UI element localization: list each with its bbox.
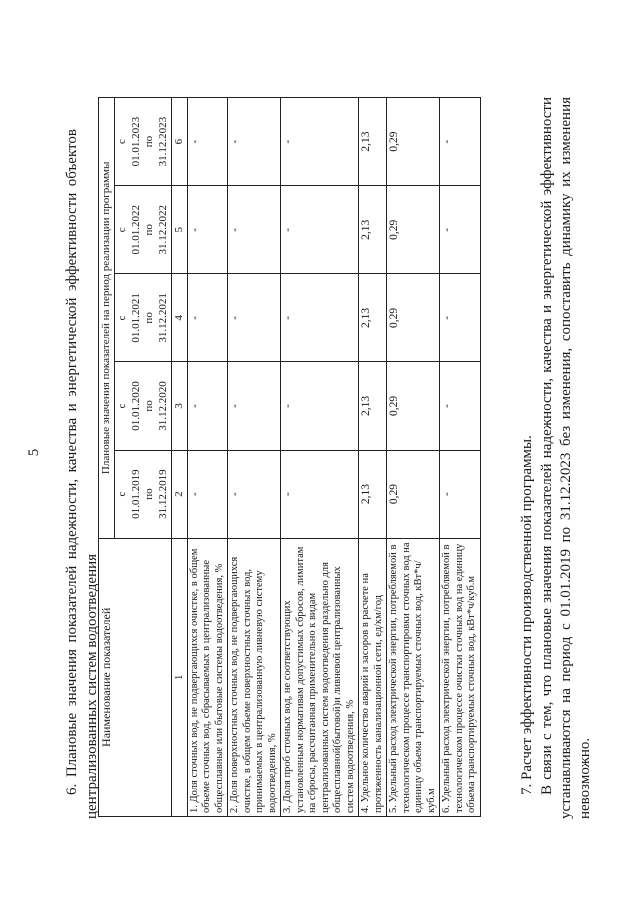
section-7: [518, 97, 595, 819]
indicator-value: -: [187, 362, 228, 450]
indicator-value: -: [440, 450, 481, 538]
table-row: [187, 98, 228, 817]
indicator-value: 2,13: [359, 186, 387, 274]
column-number: 5: [172, 186, 188, 274]
indicator-name: 4. Удельное количество аварий и засоров в расчете на протяженность канализационной сети, ед/км/год: [359, 538, 387, 816]
table-row: [359, 98, 387, 817]
section-6-heading-line-2: централизованных систем водоотведения: [84, 553, 100, 819]
indicator-value: -: [440, 98, 481, 186]
period-header: с 01.01.2022 по 31.12.2022: [115, 186, 172, 274]
table-row: [440, 98, 481, 817]
indicator-value: -: [281, 274, 359, 362]
column-number: 1: [172, 538, 188, 816]
indicator-name: 3. Доля проб сточных вод, не соответствующих установленным нормативам допустимых сбросов, лимитам на сбросы, рассчитанная применительно к видам централизованных систем водоотведения раздельно для общесплавной(бытовой)и ливневой централизованных систем водоотведения, %: [281, 538, 359, 816]
indicator-value: -: [281, 450, 359, 538]
indicator-value: 0,29: [387, 186, 440, 274]
indicator-value: 0,29: [387, 362, 440, 450]
indicator-value: -: [228, 186, 281, 274]
section-7-title: 7. Расчет эффективности производственной программы.: [519, 435, 535, 795]
page-number: 5: [26, 448, 42, 457]
indicator-value: -: [281, 362, 359, 450]
table-row: [228, 98, 281, 817]
indicator-name: 2. Доля поверхностных сточных вод, не подвергающихся очистке, в общем объеме поверхностных сточных вод, принимаемых в централизованную ливневую систему водоотведения, %: [228, 538, 281, 816]
table-row: [281, 98, 359, 817]
indicator-name: 6. Удельный расход электрической энергии, потребляемой в технологическом процессе очистки сточных вод на единицу объема транспортируемых сточных вод, кВт*ч/куб.м: [440, 538, 481, 816]
indicator-value: -: [187, 274, 228, 362]
indicator-value: -: [187, 186, 228, 274]
indicator-value: -: [440, 362, 481, 450]
indicator-value: 2,13: [359, 274, 387, 362]
indicator-name-column-header: Наименование показателей: [99, 538, 172, 816]
indicators-table: [98, 97, 481, 817]
indicator-value: -: [228, 274, 281, 362]
indicator-value: -: [228, 98, 281, 186]
section-6-heading-line-1: 6. Плановые значения показателей надежности, качества и энергетической эффективности объектов: [64, 129, 80, 795]
indicator-value: 2,13: [359, 362, 387, 450]
indicator-value: 0,29: [387, 450, 440, 538]
section-7-paragraph: В связи с тем, что плановые значения показателей надежности, качества и энергетической эффективности устанавливаются на период с 01.01.2019 по 31.12.2023 без изменения, сопоставить динамику их изменения невозможно.: [539, 97, 593, 819]
indicator-value: -: [281, 98, 359, 186]
indicator-value: -: [228, 362, 281, 450]
indicator-value: -: [440, 274, 481, 362]
indicator-value: -: [228, 450, 281, 538]
indicator-value: -: [187, 98, 228, 186]
period-header: с 01.01.2019 по 31.12.2019: [115, 450, 172, 538]
indicator-value: -: [187, 450, 228, 538]
period-header: с 01.01.2020 по 31.12.2020: [115, 362, 172, 450]
period-header: с 01.01.2021 по 31.12.2021: [115, 274, 172, 362]
indicator-value: 2,13: [359, 450, 387, 538]
indicator-value: 0,29: [387, 98, 440, 186]
column-number: 3: [172, 362, 188, 450]
indicator-value: -: [281, 186, 359, 274]
period-header: с 01.01.2023 по 31.12.2023: [115, 98, 172, 186]
indicator-value: 0,29: [387, 274, 440, 362]
indicator-value: -: [440, 186, 481, 274]
indicator-name: 1. Доля сточных вод, не подвергающихся очистке, в общем объеме сточных вод, сбрасываемых в централизованные общесплавные или бытовые системы водоотведения, %: [187, 538, 228, 816]
indicator-value: 2,13: [359, 98, 387, 186]
planned-values-group-header: Плановые значения показателей на период реализации программы: [99, 98, 115, 539]
column-number: 4: [172, 274, 188, 362]
table-header-row: [99, 98, 115, 817]
table-row: [387, 98, 440, 817]
column-number: 6: [172, 98, 188, 186]
indicator-name: 5. Удельный расход электрической энергии, потребляемой в технологическом процессе транспортировки сточных вод на единицу объема транспортируемых сточных вод, кВт*ч/куб.м: [387, 538, 440, 816]
column-number-row: [172, 98, 188, 817]
section-6-heading: [62, 129, 102, 819]
column-number: 2: [172, 450, 188, 538]
